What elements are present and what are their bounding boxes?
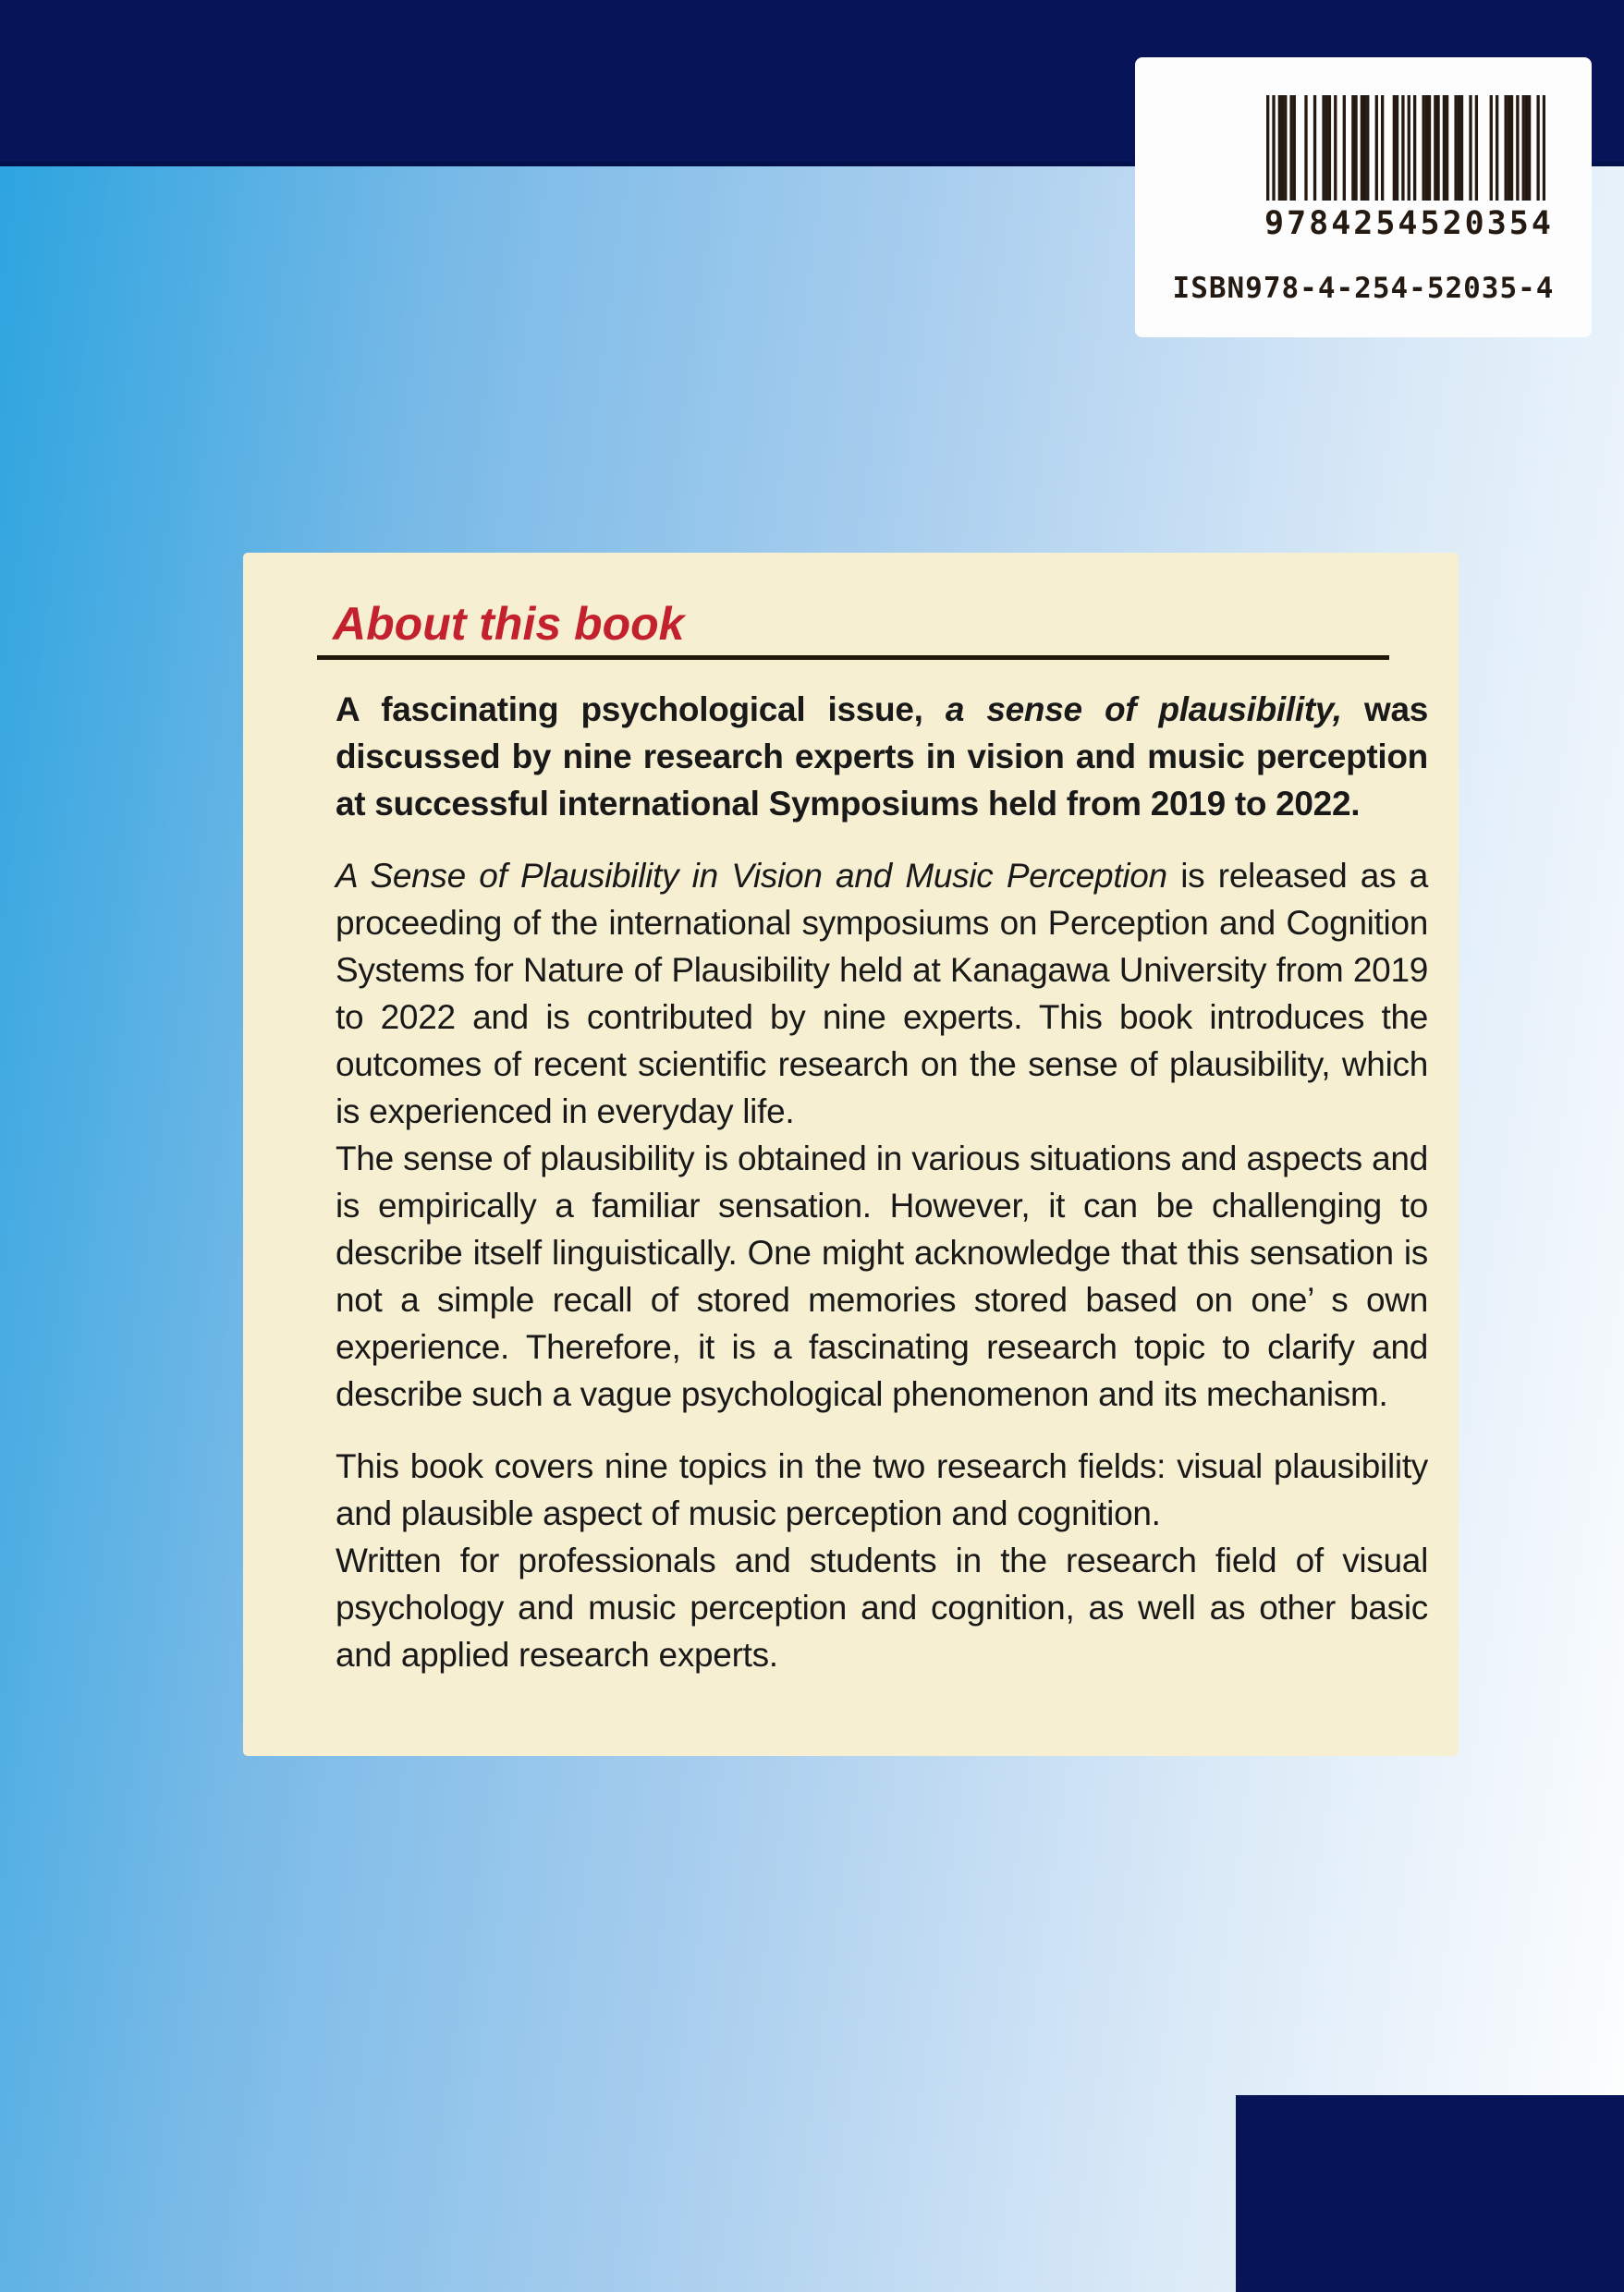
paragraph-intro	[336, 686, 1428, 827]
paragraph-sense: The sense of plausibility is obtained in various situations and aspects and is empirically a familiar sensation. However, it can be challenging to describe itself linguistically. One might acknowledge that this sensation is not a simple recall of stored memories stored based on one’ s own experience. Therefore, it is a fascinating research topic to clarify and describe such a vague psychological phenomenon and its mechanism.	[336, 1140, 1428, 1413]
paragraph-intro-post: was discussed by nine research experts in vision and music perception at successful international Symposiums held from 2019 to 2022.	[336, 690, 1428, 823]
isbn-panel	[1135, 57, 1592, 337]
isbn-number: ISBN978-4-254-52035-4	[1172, 272, 1555, 305]
paragraph-topics: This book covers nine topics in the two research fields: visual plausibility and plausible aspect of music perception and cognition.	[336, 1447, 1428, 1532]
about-panel	[243, 553, 1459, 1756]
paragraph-intro-pre: A fascinating psychological issue,	[336, 690, 946, 728]
paragraph-release-post: is released as a proceeding of the international symposiums on Perception and Cognition Systems for Nature of Plausibility held at Kanagawa University from 2019 to 2022 and is contributed by nine experts. This book introduces the outcomes of recent scientific research on the sense of plausibility, which is experienced in everyday life.	[336, 857, 1428, 1130]
paragraph-intro-italic: a sense of plausibility,	[945, 690, 1342, 728]
about-body-text	[336, 686, 1428, 1678]
heading-rule	[317, 655, 1389, 660]
bottom-navy-band	[1236, 2095, 1624, 2292]
ean13-barcode-icon	[1266, 95, 1545, 201]
paragraph-audience: Written for professionals and students in the research field of visual psychology and music perception and cognition, as well as other basic and applied research experts.	[336, 1542, 1428, 1674]
paragraph-release-title: A Sense of Plausibility in Vision and Music Perception	[336, 857, 1167, 895]
paragraph-release	[336, 852, 1428, 1135]
barcode-digits: 9784254520354	[1264, 205, 1554, 242]
about-heading: About this book	[333, 598, 685, 650]
